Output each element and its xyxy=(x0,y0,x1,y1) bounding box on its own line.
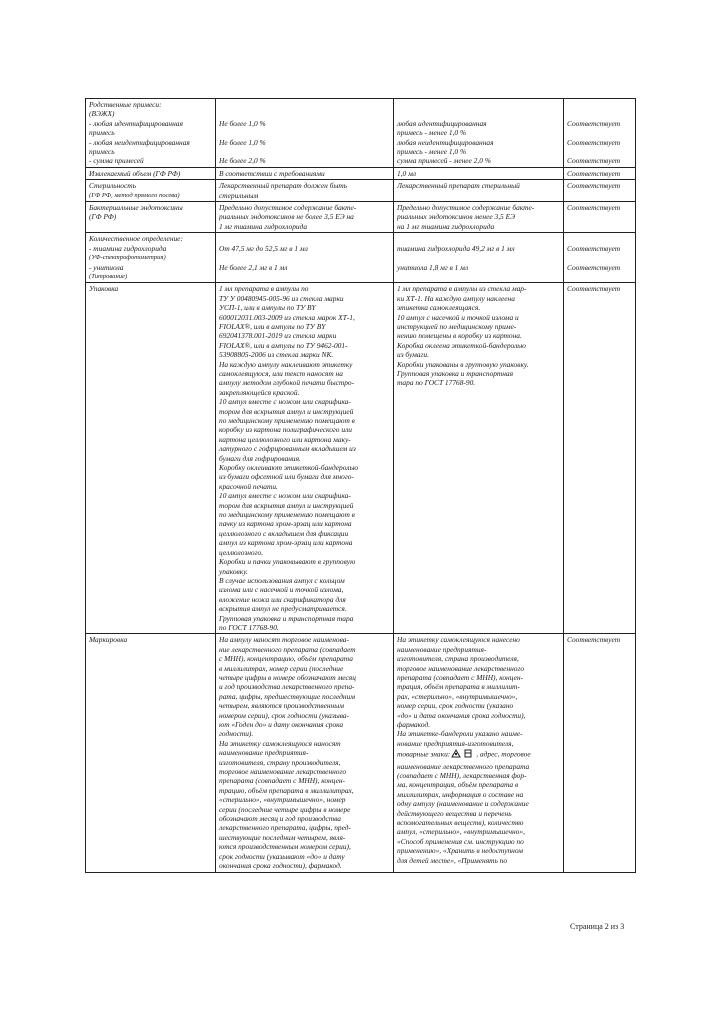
text-line: 1 мл препарата в ампулы из стекла мар- xyxy=(397,284,527,294)
text-line: из бумаги. xyxy=(397,350,429,360)
specification-table xyxy=(85,98,636,873)
cell-name: Количественное определение: - тиамина гидрохлорида (УФ-спектрофотометрия) - унитиола (Титрование) xyxy=(86,233,216,283)
cell-norm xyxy=(216,283,394,634)
text-line: Коробка оклеена этикеткой-бандеролью xyxy=(397,340,526,350)
text-line: одну ампулу (наименование и содержание xyxy=(397,799,529,809)
text-line: рах, «стерильно», «внутримышечно», xyxy=(397,691,518,701)
cell-name: Извлекаемый объем (ГФ РФ) xyxy=(86,167,216,179)
text-line: ампул, «стерильно», «внутримышечно», xyxy=(397,827,525,837)
text-line: серии (последние четыре цифры в номере xyxy=(219,804,351,814)
text-line: изготовителя, страну производителя, xyxy=(219,757,341,767)
text-line: срок годности (указывают «до» и дату xyxy=(219,851,345,861)
text-line: вспомогательных веществ), количество xyxy=(397,818,524,828)
text-line: шествующие последним четырем, явля- xyxy=(219,832,346,842)
table-row-volume xyxy=(86,167,636,179)
text-line: ма, концентрация, объём препарата в xyxy=(397,780,519,790)
cell-name: Упаковка xyxy=(86,283,216,634)
text-line: На каждую ампулу наклеивают этикетку xyxy=(219,359,353,369)
text-line: препарата (совпадает с МНН), концен- xyxy=(397,672,524,682)
text-line: На этикетке-бандероли указано наиме- xyxy=(397,729,523,739)
cell-status: Соответствует xyxy=(564,167,636,179)
text-line: наименование предприятия- xyxy=(219,748,309,758)
cell-status: Соответствует xyxy=(564,634,636,872)
text-line: ние лекарственного препарата (совпадает xyxy=(219,644,356,654)
trademark-logos-icon xyxy=(450,748,476,761)
text-line: латурного с гофрированным вкладышем из xyxy=(219,444,356,454)
text-line: самоклеящуюся, или текст наносят на xyxy=(219,368,343,378)
text-line: четыре цифры в номере обозначают месяц xyxy=(219,672,356,682)
text-line: торговое наименование лекарственного xyxy=(397,663,525,673)
cell-name: Маркировка xyxy=(86,634,216,872)
text-line: трацию, объём препарата в миллилитрах, xyxy=(219,785,354,795)
text-line: 600012031.003-2009 из стекла марок ХТ-1, xyxy=(219,312,355,322)
text-line: красочной печати. xyxy=(219,481,278,491)
cell-status: Соответствует xyxy=(564,180,636,202)
cell-result: 1,0 мл xyxy=(394,167,564,179)
text-line: и год производства лекарственного препа- xyxy=(219,682,355,692)
text-line: 10 ампул вместе с ножом или скарифика- xyxy=(219,491,351,501)
cell-norm: Лекарственный препарат должен быть стерильным xyxy=(216,180,394,202)
cell-result: любая идентифицированная примесь - менее 1,0 % любая неидентифицированная примесь - менее 1,0 % сумма примесей - менее 2,0 % xyxy=(394,99,564,168)
text-line: применению», «Хранить в недоступном xyxy=(397,846,523,856)
text-line: 10 ампул с насечкой и точкой излома и xyxy=(397,312,519,322)
cell-status: Соответствует xyxy=(564,283,636,634)
text-line: по медицинскому применению помещают в xyxy=(219,510,355,520)
text-line: торговое наименование лекарственного xyxy=(219,767,347,777)
text-line: фармакод. xyxy=(397,720,431,729)
text-line: коробку из картона полиграфического или xyxy=(219,425,352,435)
text-line: закрепляющейся краской. xyxy=(219,387,300,397)
text-line: Групповая упаковка и транспортная тара xyxy=(219,613,354,623)
text-line: обозначают месяц и год производства xyxy=(219,814,341,824)
text-line: окончания срока годности), фармакод. xyxy=(219,861,342,871)
text-line: «стерильно», «внутримышечно», номер xyxy=(219,795,346,805)
text-line: в миллилитрах, номер серии (последние xyxy=(219,663,344,673)
text-line: четырем, являются производственным xyxy=(219,701,344,711)
text-line: тара по ГОСТ 17768-90. xyxy=(397,378,476,388)
text-line: ампулу методом глубокой печати быстро- xyxy=(219,378,355,388)
text-line: нование предприятия-изготовителя, xyxy=(397,738,514,748)
text-line: 692041378.001-2019 из стекла марки xyxy=(219,331,337,341)
text-line: пачку из картона хром-эрзац или картона xyxy=(219,519,352,529)
text-line: 53908805-2006 из стекла марки NK. xyxy=(219,350,334,360)
text-line: ТУ У 00480945-005-96 из стекла марки xyxy=(219,293,344,303)
text-line: инструкцией по медицинскому приме- xyxy=(397,321,517,331)
text-line: нению помещены в коробку из картона. xyxy=(397,331,522,341)
text-line: рата, цифры, предшествующие последним xyxy=(219,691,355,701)
text-line: На этикетку самоклеящуюся наносят xyxy=(219,738,341,748)
cell-status: Соответствует xyxy=(564,202,636,233)
text-line: миллилитрах, информация о составе на xyxy=(397,789,524,799)
text-line: В случае использования ампул с кольцом xyxy=(219,575,345,585)
text-line: препарата (совпадает с МНН), концен- xyxy=(219,776,346,786)
text-line: наименование предприятия- xyxy=(397,644,487,654)
text-line: ампул из картона хром-эрзац или картона xyxy=(219,538,353,548)
text-line: годности). xyxy=(219,729,254,739)
cell-norm: Предельно допустимое содержание бакте- риальных эндотоксинов не более 3,5 ЕЭ на 1 мг тиамина гидрохлорида xyxy=(216,202,394,233)
text-line: по медицинскому применению помещают в xyxy=(219,416,355,425)
cell-name: Родственные примеси: (ВЭЖХ) - любая идентифицированная примесь - любая неидентифицированная примесь - сумма примесей xyxy=(86,99,216,168)
cell-norm xyxy=(216,634,394,872)
table-row-marking xyxy=(86,634,636,872)
text-line: FIOLAX®, или в ампулы по ТУ 9462-001- xyxy=(219,340,348,350)
cell-result xyxy=(394,283,564,634)
cell-result: тиамина гидрохлорида 49,2 мг в 1 мл унитиола 1,8 мг в 1 мл xyxy=(394,233,564,283)
cell-result: Лекарственный препарат стерильный xyxy=(394,180,564,202)
cell-status: Соответствует Соответствует Соответствует xyxy=(564,99,636,168)
text-line: картона целлюлозного или картона маку- xyxy=(219,434,351,444)
text-line: номер серии, срок годности (указано xyxy=(397,701,514,711)
text-line: упаковку. xyxy=(219,566,248,576)
text-line: этикетка самоклеящаяся. xyxy=(397,303,481,313)
text-line: излома или с насечкой и точкой излома, xyxy=(219,585,344,595)
text-line: бумаги для гофрирования. xyxy=(219,453,301,463)
table-row-packaging xyxy=(86,283,636,634)
text-line: товарные знаки: xyxy=(397,749,451,759)
cell-norm: В соответствии с требованиями xyxy=(216,167,394,179)
text-line: Коробки и пачки упаковывают в групповую xyxy=(219,557,356,567)
page-number: Страница 2 из 3 xyxy=(570,922,625,931)
text-line: Групповая упаковка и транспортная xyxy=(397,368,514,378)
text-line: по ГОСТ 17768-90. xyxy=(219,622,279,632)
text-line: изготовителя, страна производителя, xyxy=(397,654,519,664)
table-row-sterility xyxy=(86,180,636,202)
text-line: действующего вещества и перечень xyxy=(397,808,512,818)
text-line: На ампулу наносят торговое наименова- xyxy=(219,635,349,645)
text-line: (совпадает с МНН), лекарственная фор- xyxy=(397,771,527,781)
text-line: ют «Годен до» и дату окончания срока xyxy=(219,720,344,729)
text-line: , адрес, торговое xyxy=(476,749,531,759)
cell-result: Предельно допустимое содержание бакте- риальных эндотоксинов менее 3,5 ЕЭ на 1 мг тиамина гидрохлорида xyxy=(394,202,564,233)
text-line: ются производственным номером серии), xyxy=(219,842,351,852)
text-line: тором для вскрытия ампул и инструкцией xyxy=(219,406,354,416)
text-line: для детей месте», «Применять по xyxy=(397,855,508,865)
text-line: На этикетку самоклеящуюся нанесено xyxy=(397,635,520,645)
table-row-endotoxins xyxy=(86,202,636,233)
cell-name: Бактериальные эндотоксины (ГФ РФ) xyxy=(86,202,216,233)
cell-status: Соответствует Соответствует xyxy=(564,233,636,283)
text-line: вложение ножа или скарификатора для xyxy=(219,594,346,604)
text-line: с МНН), концентрацию, объём препарата xyxy=(219,654,353,664)
text-line: номером серии), срок годности (указыва- xyxy=(219,710,350,720)
cell-result xyxy=(394,634,564,872)
text-line: «до» и дата окончания срока годности), xyxy=(397,710,526,720)
table-row-impurities xyxy=(86,99,636,168)
text-line: 10 ампул вместе с ножом или скарифика- xyxy=(219,397,351,407)
text-line: из бумаги офсетной или бумаги для много- xyxy=(219,472,354,482)
text-line: лекарственного препарата, цифры, пред- xyxy=(219,823,351,833)
text-line: Коробку оклеивают этикеткой-бандеролью xyxy=(219,463,359,473)
text-line: целлюлозного с вкладышем для фиксации xyxy=(219,528,349,538)
text-line: наименование лекарственного препарата xyxy=(397,761,530,771)
cell-norm: От 47,5 мг до 52,5 мг в 1 мл Не более 2,1 мг в 1 мл xyxy=(216,233,394,283)
text-line: целлюлозного. xyxy=(219,547,264,557)
text-line: УСП-1, или в ампулы по ТУ BY xyxy=(219,303,316,313)
table-row-assay xyxy=(86,233,636,283)
text-line: ки ХТ-1. На каждую ампулу наклеена xyxy=(397,293,515,303)
text-line: вскрытия ампул не предусматривается. xyxy=(219,604,347,614)
cell-name: Стерильность (ГФ РФ, метод прямого посева) xyxy=(86,180,216,202)
cell-norm: Не более 1,0 % Не более 1,0 % Не более 2,0 % xyxy=(216,99,394,168)
text-line: Коробки упакованы в групповую упаковку. xyxy=(397,359,529,369)
text-line: FIOLAX®, или в ампулы по ТУ BY xyxy=(219,321,326,331)
text-line: трация, объём препарата в миллилит- xyxy=(397,682,520,692)
text-line: 1 мл препарата в ампулы по xyxy=(219,284,309,294)
text-line: «Способ применения см. инструкцию по xyxy=(397,836,524,846)
text-line: тором для вскрытия ампул и инструкцией xyxy=(219,500,354,510)
